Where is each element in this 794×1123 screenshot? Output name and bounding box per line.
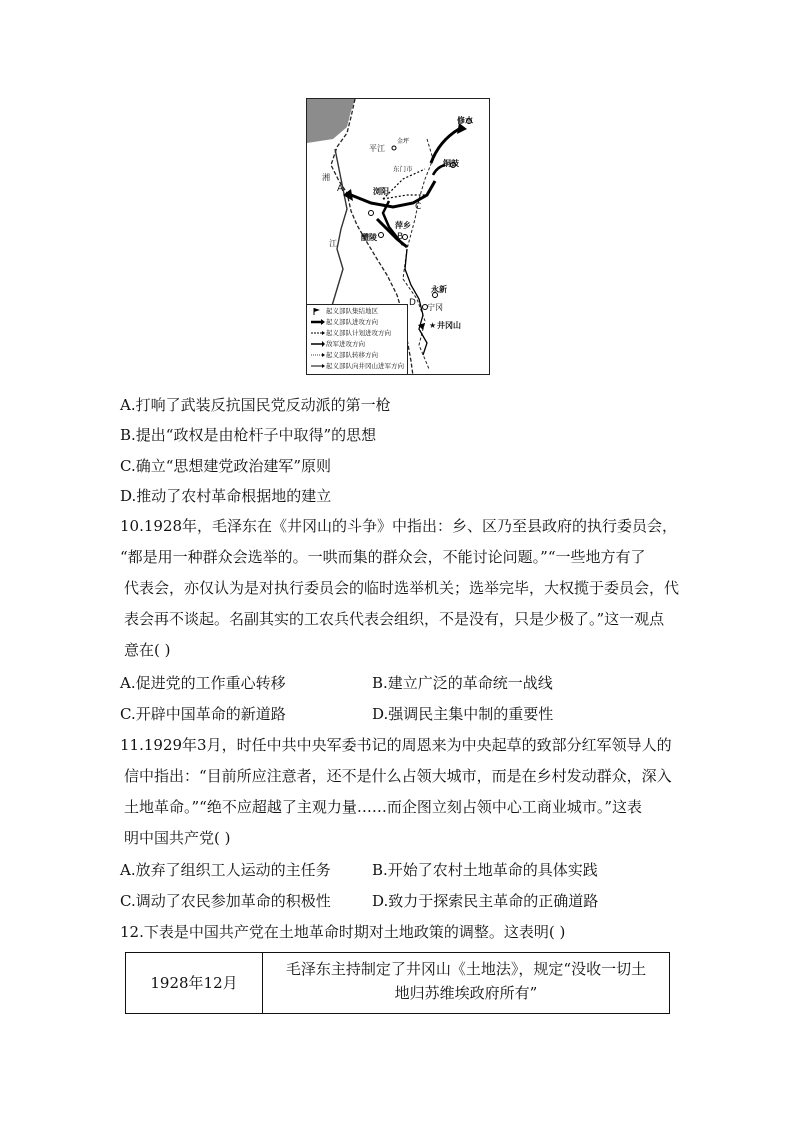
star-icon: ★ [429, 321, 437, 330]
city-dot-liuyang [369, 211, 374, 216]
q10-text-line: 10.1928年，毛泽东在《井冈山的斗争》中指出：乡、区乃至县政府的执行委员会， [120, 517, 678, 535]
table-cell-date: 1928年12月 [126, 953, 263, 1014]
enemy-arrow-icon [310, 339, 326, 349]
q10-text-line: 表会再不谈起。名副其实的工农兵代表会组织，不是没有，只是少极了。”这一观点 [124, 610, 665, 628]
thin-arrow-icon [310, 350, 326, 360]
q9-option-c: C.确立“思想建党政治建军”原则 [120, 457, 332, 475]
table-text-line: 毛泽东主持制定了井冈山《土地法》，规定“没收一切土 [285, 960, 647, 978]
place-pingjiang: 平江 [369, 144, 385, 153]
dashed-arrow-icon [310, 328, 326, 338]
thick-arrow-icon [310, 317, 326, 327]
city-dot-pingjiang [392, 146, 396, 150]
q10-option-b: B.建立广泛的革命统一战线 [372, 674, 553, 692]
q11-text-line: 11.1929年3月，时任中共中央军委书记的周恩来为中央起草的致部分红军领导人的 [120, 736, 672, 754]
place-jinping: 金坪 [397, 138, 410, 145]
q11-option-d: D.致力于探索民主革命的正确道路 [372, 892, 599, 910]
place-xiang: 湘 [322, 173, 330, 182]
legend-item: 起义部队计划进攻方向 [310, 328, 391, 338]
q11-text-line: 土地革命。”“绝不应超越了主观力量……而企图立刻占领中心工商业城市。”这表 [124, 798, 643, 816]
march-arrow-icon [310, 361, 326, 371]
q10-text-line: “都是用一种群众会选举的。一哄而集的群众会，不能讨论问题。”“一些地方有了 [120, 548, 646, 566]
q10-option-d: D.强调民主集中制的重要性 [372, 705, 554, 723]
place-yongxin: 永新 [431, 285, 447, 294]
place-liling: 醴陵 [361, 233, 377, 242]
marker-c: C [415, 202, 422, 212]
q9-option-b: B.提出“政权是由枪杆子中取得”的思想 [120, 426, 377, 444]
table-row [126, 953, 670, 1014]
q10-option-a: A.促进党的工作重心转移 [120, 674, 286, 692]
legend-item: 起义部队集结地区 [310, 306, 378, 316]
q11-text-line: 信中指出：“目前所应注意者，还不是什么占领大城市，而是在乡村发动群众，深入 [124, 767, 672, 785]
shaded-region [307, 99, 355, 143]
table-text-line: 地归苏维埃政府所有” [394, 984, 538, 1002]
city-dot-pingxiang [403, 235, 408, 240]
q10-text-line: 意在( ) [124, 641, 171, 659]
place-jinggangshan: 井冈山 [437, 321, 461, 330]
legend-item: 敌军进攻方向 [310, 339, 365, 349]
q10-text-line: 代表会，亦仅认为是对执行委员会的临时选举机关；选举完毕，大权揽于委员会，代 [124, 579, 680, 597]
q12-text-line: 12.下表是中国共产党在土地革命时期对土地政策的调整。这表明( ) [120, 923, 566, 941]
place-liuyang: 浏阳 [373, 187, 389, 196]
marker-d: D [409, 298, 416, 308]
marker-a: A [337, 184, 344, 194]
q11-option-a: A.放弃了组织工人运动的主任务 [120, 861, 331, 879]
land-policy-table [125, 952, 670, 1014]
legend-item: 起义部队转移方向 [310, 350, 378, 360]
place-ninggang: 宁冈 [427, 303, 443, 312]
legend-item: 起义部队进攻方向 [310, 317, 378, 327]
place-jiang: 江 [329, 239, 337, 248]
table-cell-text [263, 953, 670, 1014]
q11-text-line: 明中国共产党( ) [124, 829, 231, 847]
q11-option-c: C.调动了农民参加革命的积极性 [120, 892, 331, 910]
place-pingxiang: 萍乡 [395, 221, 411, 230]
attack-route-3 [351, 181, 435, 207]
place-tonggu: 铜鼓 [443, 159, 459, 168]
city-dot-liling [379, 233, 384, 238]
legend-item: 起义部队向井冈山进军方向 [310, 361, 404, 371]
q9-option-a: A.打响了武装反抗国民党反动派的第一枪 [120, 396, 391, 414]
q9-option-d: D.推动了农村革命根据地的建立 [120, 487, 332, 505]
map-legend [307, 304, 408, 375]
q10-option-c: C.开辟中国革命的新道路 [120, 705, 286, 723]
place-dongmenshi: 东门市 [393, 165, 413, 173]
flag-icon [310, 306, 326, 316]
attack-route-1 [431, 129, 459, 163]
marker-b: B [397, 232, 404, 242]
historical-map [306, 98, 490, 375]
place-xiushui: 修水 [457, 116, 473, 125]
q11-option-b: B.开始了农村土地革命的具体实践 [372, 861, 598, 879]
